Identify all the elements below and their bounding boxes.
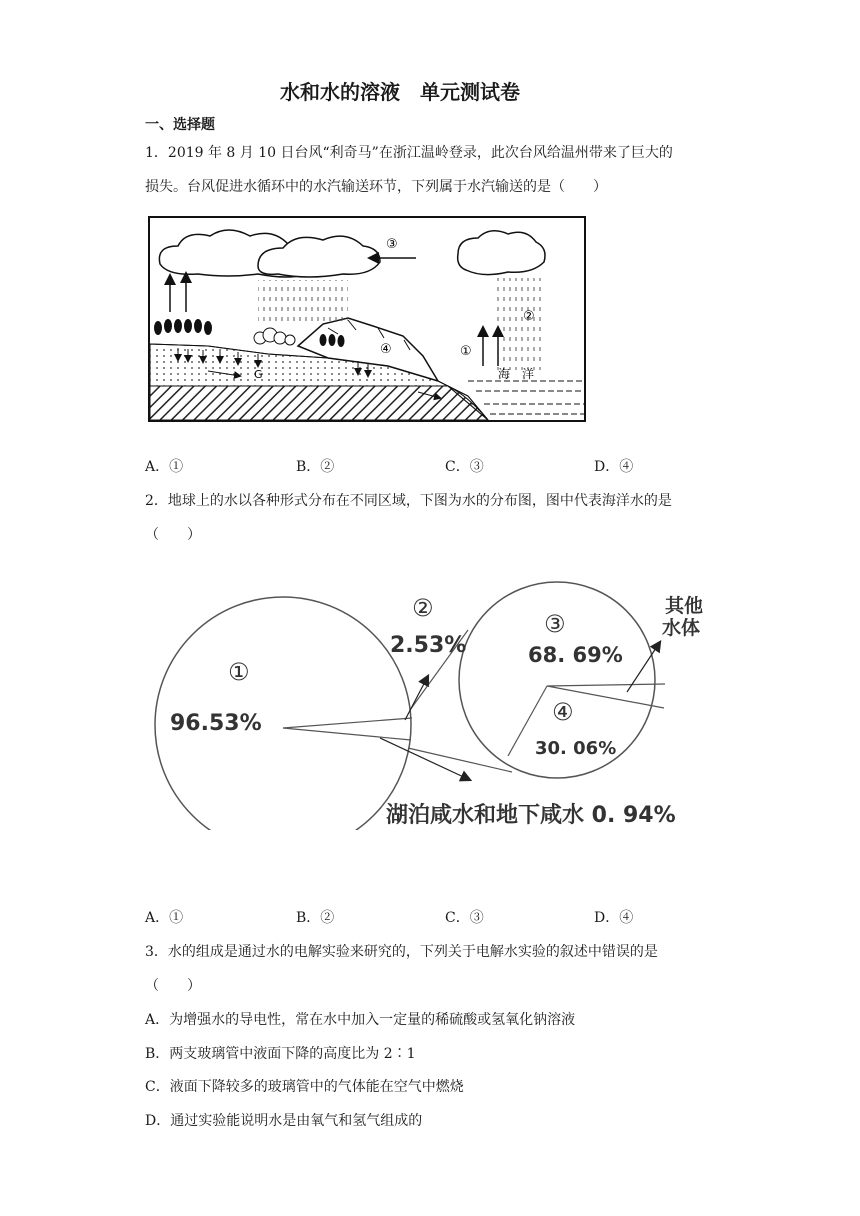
- label-2: ②: [412, 594, 434, 622]
- q2-option-b[interactable]: B．②: [296, 910, 335, 926]
- q1-option-c[interactable]: C．③: [445, 459, 484, 475]
- sea-label: 海 洋: [498, 367, 535, 381]
- other-label-line2: 水体: [662, 617, 701, 639]
- label-4: ④: [552, 698, 574, 726]
- value-4: 30. 06%: [535, 738, 617, 759]
- value-2: 2.53%: [390, 633, 467, 658]
- q3-option-c[interactable]: C．液面下降较多的玻璃管中的气体能在空气中燃烧: [145, 1079, 464, 1095]
- q1-option-b[interactable]: B．②: [296, 459, 335, 475]
- mark-2: ②: [523, 309, 535, 324]
- q3-text-line2: （ ）: [145, 978, 201, 994]
- water-cycle-diagram: [148, 216, 586, 422]
- mark-1: ①: [460, 344, 472, 359]
- value-1: 96.53%: [170, 711, 262, 736]
- page-title: 水和水的溶液 单元测试卷: [280, 80, 520, 104]
- q2-text-line1: 2．地球上的水以各种形式分布在不同区域，下图为水的分布图，图中代表海洋水的是: [145, 493, 672, 509]
- mark-3: ③: [386, 237, 398, 252]
- q3-option-b[interactable]: B．两支玻璃管中液面下降的高度比为 2∶1: [145, 1046, 416, 1062]
- q3-option-d[interactable]: D．通过实验能说明水是由氧气和氢气组成的: [145, 1113, 423, 1129]
- q2-option-d[interactable]: D．④: [594, 910, 634, 926]
- rain-right: [496, 278, 544, 370]
- mark-4: ④: [380, 342, 392, 357]
- other-label-line1: 其他: [665, 595, 704, 617]
- water-distribution-diagram: [140, 580, 720, 830]
- g-label: G: [254, 368, 263, 381]
- saline-label: 湖泊咸水和地下咸水 0. 94%: [386, 803, 676, 828]
- q1-option-a[interactable]: A．①: [145, 459, 184, 475]
- q3-text-line1: 3．水的组成是通过水的电解实验来研究的，下列关于电解水实验的叙述中错误的是: [145, 944, 658, 960]
- value-3: 68. 69%: [528, 643, 623, 667]
- label-1: ①: [228, 658, 250, 686]
- q3-option-a[interactable]: A．为增强水的导电性，常在水中加入一定量的稀硫酸或氢氧化钠溶液: [145, 1012, 576, 1028]
- rain-middle: [258, 280, 348, 326]
- q2-option-a[interactable]: A．①: [145, 910, 184, 926]
- q1-text-line1: 1．2019 年 8 月 10 日台风“利奇马”在浙江温岭登录，此次台风给温州带来了巨大的: [145, 145, 673, 161]
- label-3: ③: [544, 610, 566, 638]
- q2-text-line2: （ ）: [145, 527, 201, 543]
- q1-text-line2: 损失。台风促进水循环中的水汽输送环节，下列属于水汽输送的是（ ）: [145, 179, 607, 195]
- q1-option-d[interactable]: D．④: [594, 459, 634, 475]
- section-heading: 一、选择题: [145, 117, 215, 133]
- q2-option-c[interactable]: C．③: [445, 910, 484, 926]
